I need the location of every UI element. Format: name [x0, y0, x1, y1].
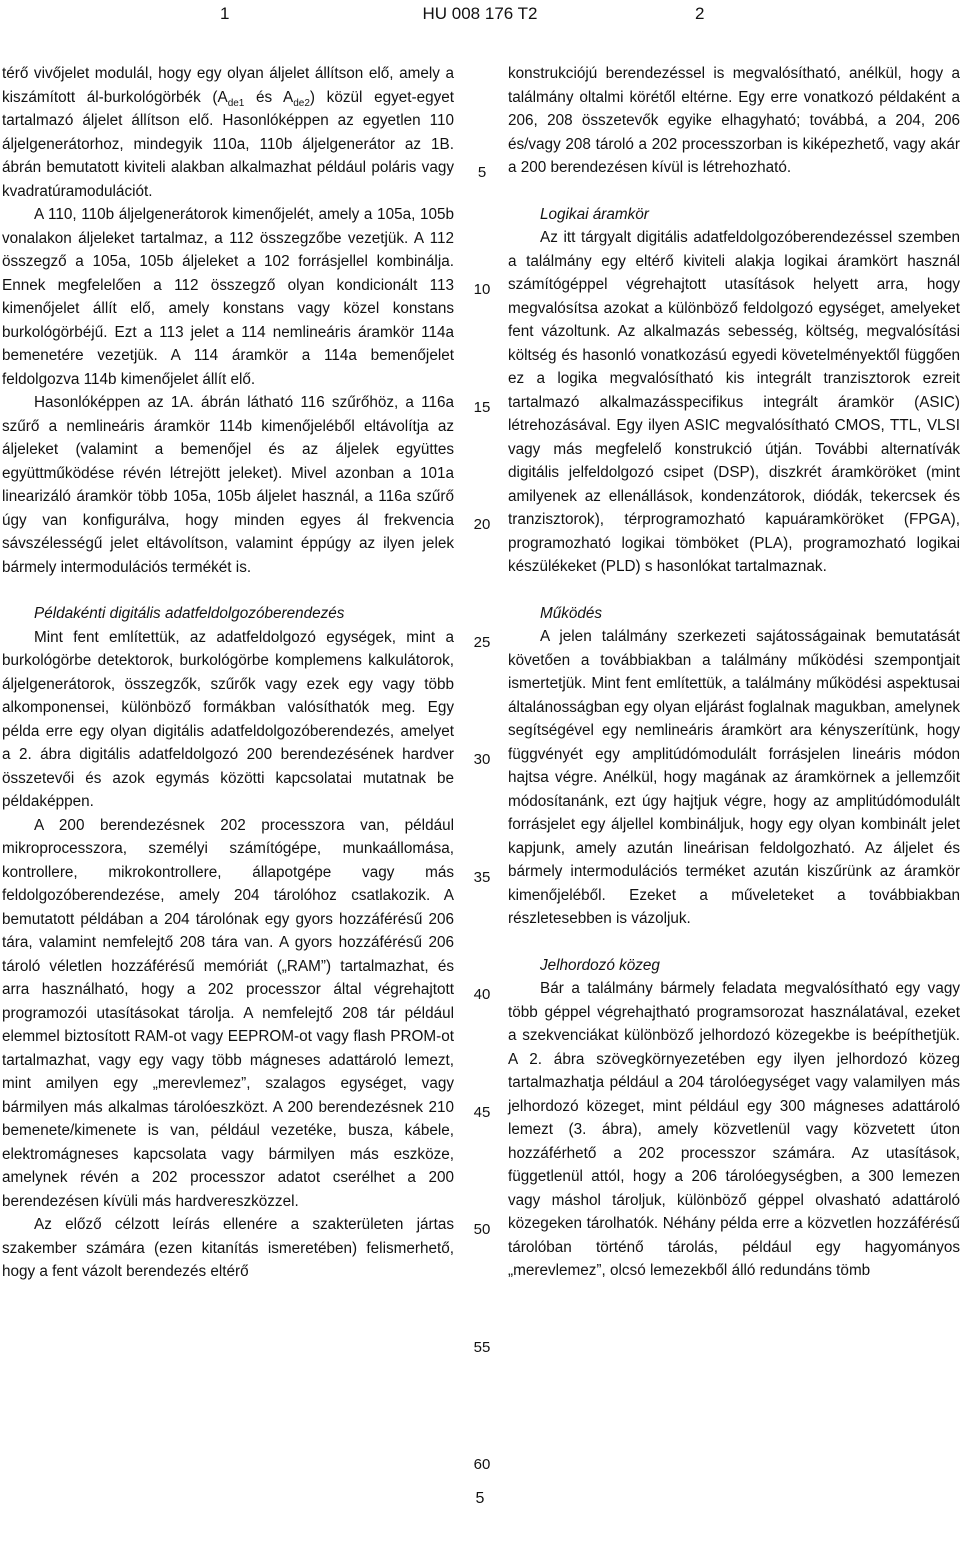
line-number: 5	[477, 164, 487, 181]
header-right-column-number: 2	[695, 4, 705, 23]
section-heading: Logikai áramkör	[540, 205, 649, 223]
line-number: 55	[473, 1339, 491, 1356]
paragraph: Az előző célzott leírás ellenére a szakterületen jártas szakember számára (ezen kitanítás ismeretében) felismerhető, hogy a fent vázolt berendezés eltérő	[2, 1216, 454, 1280]
line-number: 35	[473, 869, 491, 886]
line-number: 20	[473, 516, 491, 533]
paragraph: Az itt tárgyalt digitális adatfeldolgozóberendezéssel szemben a találmány egy eltérő kiviteli alakja logikai áramkört használ számítógéppel végrehajtott utasítások helyett arra, hogy megvalósítsa azokat a különböző feldolgozó egységet, amelyeket fent vázoltunk. Az alkalmazás sebesség, költség, megvalósítási költség és hasonló vonatkozású egyedi követelményektől függően ez a logika megvalósítható kis integrált tranzisztorok ezreit tartalmazó alkalmazásspecifikus integrált áramkör (ASIC) létrehozásával. Egy ilyen ASIC megvalósítható CMOS, TTL, VLSI vagy más megfelelő konstrukció útján. További alternatívák digitális jelfeldolgozó csipet (DSP), diszkrét áramköröket (mint amilyenek az ellenállások, kondenzátorok, diódák, tekercsek és tranzisztorok), térprogramozható kapuáramköröket (FPGA), programozható logikai tömböket (PLA), programozható logikai készülékeket (PLD) s hasonlókat tartalmaznak.	[508, 229, 960, 575]
section-heading: Működés	[540, 604, 603, 622]
line-number: 50	[473, 1221, 491, 1238]
line-number: 30	[473, 751, 491, 768]
paragraph: Bár a találmány bármely feladata megvalósítható egy vagy több géppel végrehajtható programsorozat használatával, ezeket a szekvenciákat különböző jelhordozó közegekbe is beépíthetjük. A 2. ábra szövegkörnyezetében egy ilyen jelhordozó közeg tartalmazhatja például a 204 tárolóegységet vagy valamilyen más jelhordozó közeget, mint például egy 300 mágneses adattároló lemezt (3. ábra), amely közvetlenül vagy közvetett úton hozzáférhető a 202 processzor számára. Az utasítások, függetlenül attól, hogy a 206 tárolóegységben, a 300 lemezen vagy máshol tároljuk, különböző géppel olvasható adattároló közegeken tárolhatók. Néhány példa erre a közvetlen hozzáférésű tárolóban történő tárolás, például egy hagyományos „merevlemez”, olcsó lemezekből álló redundáns tömb	[508, 980, 960, 1279]
paragraph: térő vivőjelet modulál, hogy egy olyan áljelet állítson elő, amely a kiszámított ál-burkológörbék ($A_{de1}$ és $A_{de2}$) közül egyet-egyet tartalmazó áljelet állítson elő. Hasonlóképpen az egyetlen 110 áljelgenerátorhoz, mindegyik 110a, 110b áljelgenerátor az 1B. ábrán bemutatott kiviteli alakban alkalmazhat például poláris vagy kvadratúramodulációt.	[2, 65, 454, 200]
page-number: 5	[475, 1490, 485, 1507]
section-heading: Jelhordozó közeg	[540, 956, 660, 974]
header-document-number: HU 008 176 T2	[422, 4, 538, 23]
paragraph: A 110, 110b áljelgenerátorok kimenőjelét, amely a 105a, 105b vonalakon áljeleket tartalmaz, a 112 összegzőbe vezetjük. A 112 összegző a 105a, 105b áljeleket a 102 forrásjellel kombinálja. Ennek megfelelően a 112 összegző olyan kondicionált 113 kimenőjelet állít elő, amely konstans vagy közel konstans burkológörbéjű. Ezt a 113 jelet a 114 nemlineáris áramkör 114a bemenetére vezetjük. A 114 áramkör a 114a bemenőjelet feldolgozva 114b kimenőjelet állít elő.	[2, 206, 454, 388]
paragraph: A 200 berendezésnek 202 processzora van, például mikroprocesszora, személyi számítógépe, munkaállomása, kontrollere, mikrokontrollere, állapotgépe vagy más feldolgozóberendezése, amely 204 tárolóhoz csatlakozik. A bemutatott példában a 204 tárolónak egy gyors hozzáférésű 206 tára, valamint nemfelejtő 208 tára van. A gyors hozzáférésű 206 tároló véletlen hozzáférésű memóriát („RAM”) tartalmazhat, és arra használható, hogy a 202 processzor által végrehajtott programozói utasításokat tárolja. A nemfelejtő 208 tár például elemmel biztosított RAM-ot vagy EEPROM-ot vagy flash PROM-ot tartalmazhat, vagy egy vagy több mágneses adattároló lemezt, mint amilyen egy „merevlemez”, szalagos egységet, vagy bármilyen más alkalmas tárolóeszközt. A 200 berendezésnek 210 bemenete/kimenete is van, például vezetéke, busza, kábele, elektromágneses kapcsolata vagy bármilyen más eszköze, amelynek révén a 202 processzor adatot cserélhet a 200 berendezésen kívüli más hardvereszközzel.	[2, 816, 454, 1210]
section-heading: Példakénti digitális adatfeldolgozóberendezés	[34, 605, 345, 622]
line-number: 60	[473, 1456, 491, 1473]
line-number: 10	[473, 281, 491, 298]
header-left-column-number: 1	[220, 4, 230, 23]
line-number: 40	[473, 986, 491, 1003]
paragraph: Mint fent említettük, az adatfeldolgozó egységek, mint a burkológörbe detektorok, burkológörbe komplemens kalkulátorok, áljelgenerátorok, összegzők, szűrők vagy ezek egy vagy több alkomponensei, különböző formákban valósíthatók meg. Egy példa erre egy olyan digitális adatfeldolgozóberendezés, amelyet a 2. ábra digitális adatfeldolgozó 200 berendezésének hardver összetevői és azok egymás közötti kapcsolatai mutatnak be példaképpen.	[2, 628, 454, 810]
line-number: 15	[473, 399, 491, 416]
paragraph: Hasonlóképpen az 1A. ábrán látható 116 szűrőhöz, a 116a szűrő a nemlineáris áramkör 114b kimenőjeléből eltávolítja az áljeleket (valamint a bemenőjel és az áljelek együttes együttműködése révén létrejött jeleket). Mivel azonban a 101a linearizáló áramkör több 105a, 105b áljelet használ, a 116a szűrő úgy van konfigurálva, hogy minden egyes ál frekvencia sávszélességű jelet eltávolítson, valamint éppúgy az ilyen jelek bármely intermodulációs termékét is.	[2, 394, 454, 576]
line-number: 25	[473, 634, 491, 651]
left-column	[2, 62, 454, 1284]
right-column	[508, 62, 960, 1283]
paragraph: konstrukciójú berendezéssel is megvalósítható, anélkül, hogy a találmány oltalmi körétől eltérne. Egy erre vonatkozó példaként a 206, 208 összetevők egyike elhagyható; továbbá, a 204, 206 és/vagy 208 tároló a 202 processzorban is kiképezhető, vagy akár a 200 berendezésen kívül is létrehozható.	[508, 65, 960, 176]
line-number: 45	[473, 1104, 491, 1121]
paragraph: A jelen találmány szerkezeti sajátosságainak bemutatását követően a továbbiakban a találmány működési szempontjait ismertetjük. Mint fent említettük, a találmány működési aspektusai általánosságban egy olyan eljárást foglalnak magukban, amelynek segítségével egy nemlineáris áramkört ara kényszerítünk, hogy függvényét egy amplitúdómodulált forrásjelen lineáris módon hajtsa végre. Anélkül, hogy magának az áramkörnek a jellemzőit módosítanánk, ezt úgy hajtjuk végre, hogy az amplitúdómodulált forrásjelet egy áljellel kombináljuk, hogy egy olyan kombinált jelet kapjunk, amely azután lineárisan feldolgozható. Az áljelet és bármely intermodulációs terméket azután kiszűrünk az áramkör kimenőjeléből. Ezeket a műveleteket a továbbiakban részletesebben is vázoljuk.	[508, 628, 960, 927]
